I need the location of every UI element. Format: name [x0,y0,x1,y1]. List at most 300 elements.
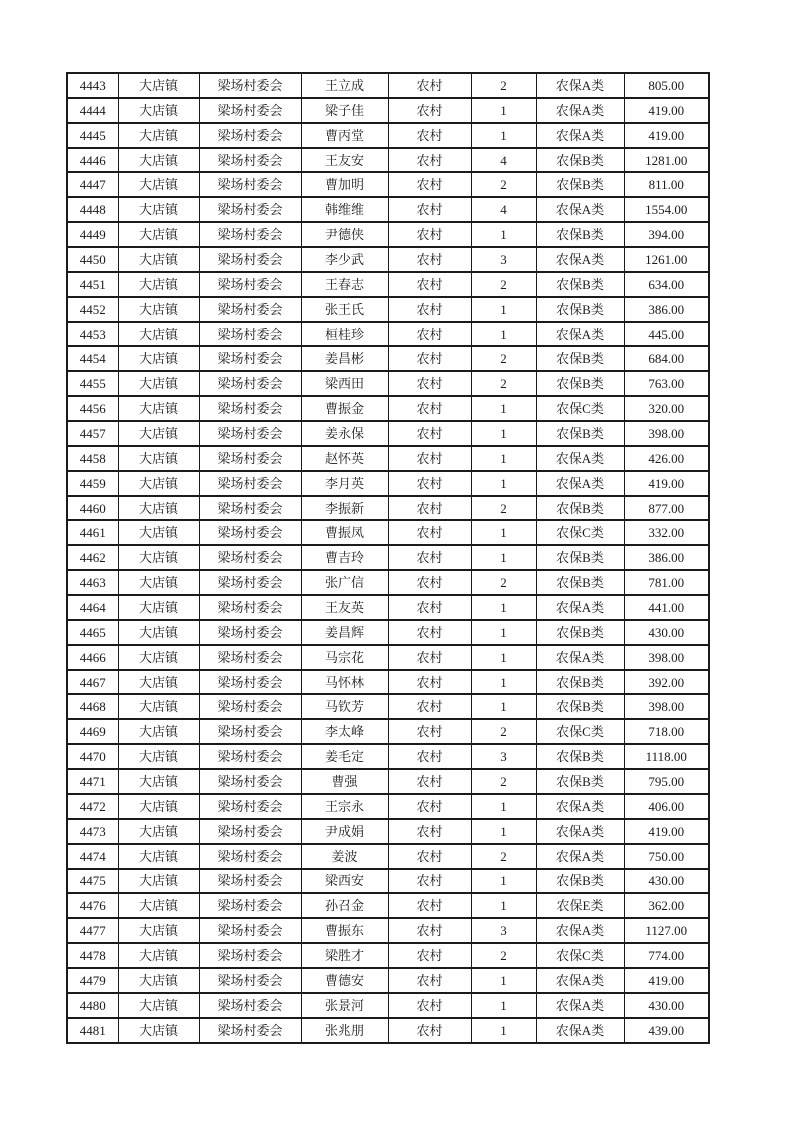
cell-village-committee: 梁场村委会 [199,247,301,272]
table-row [67,794,709,819]
cell-insurance-type: 农保B类 [536,297,624,322]
cell-insurance-type: 农保B类 [536,148,624,173]
cell-serial-number: 4453 [67,322,118,347]
cell-village-committee: 梁场村委会 [199,98,301,123]
cell-person-name: 马钦芳 [301,694,388,719]
table-row [67,943,709,968]
cell-serial-number: 4480 [67,993,118,1018]
cell-insurance-type: 农保B类 [536,272,624,297]
cell-village-committee: 梁场村委会 [199,421,301,446]
cell-village-committee: 梁场村委会 [199,1018,301,1043]
cell-town: 大店镇 [118,197,199,222]
cell-residence-category: 农村 [388,869,471,894]
table-row [67,471,709,496]
cell-serial-number: 4468 [67,694,118,719]
cell-village-committee: 梁场村委会 [199,769,301,794]
table-row [67,993,709,1018]
cell-insurance-type: 农保E类 [536,893,624,918]
cell-person-count: 1 [471,421,536,446]
cell-insurance-type: 农保A类 [536,322,624,347]
cell-serial-number: 4463 [67,570,118,595]
cell-town: 大店镇 [118,694,199,719]
cell-person-count: 2 [471,73,536,98]
cell-insurance-type: 农保A类 [536,645,624,670]
cell-town: 大店镇 [118,719,199,744]
cell-town: 大店镇 [118,1018,199,1043]
cell-amount: 419.00 [624,819,709,844]
cell-person-name: 张兆朋 [301,1018,388,1043]
cell-person-name: 姜昌彬 [301,346,388,371]
cell-insurance-type: 农保C类 [536,719,624,744]
cell-insurance-type: 农保C类 [536,396,624,421]
cell-person-name: 张景河 [301,993,388,1018]
cell-insurance-type: 农保B类 [536,421,624,446]
cell-serial-number: 4444 [67,98,118,123]
cell-village-committee: 梁场村委会 [199,943,301,968]
table-row [67,322,709,347]
cell-village-committee: 梁场村委会 [199,620,301,645]
cell-village-committee: 梁场村委会 [199,893,301,918]
cell-town: 大店镇 [118,520,199,545]
cell-amount: 718.00 [624,719,709,744]
cell-residence-category: 农村 [388,322,471,347]
cell-amount: 877.00 [624,496,709,521]
cell-town: 大店镇 [118,222,199,247]
table-row [67,645,709,670]
cell-town: 大店镇 [118,322,199,347]
cell-village-committee: 梁场村委会 [199,993,301,1018]
cell-serial-number: 4451 [67,272,118,297]
cell-person-name: 姜永保 [301,421,388,446]
cell-serial-number: 4464 [67,595,118,620]
cell-town: 大店镇 [118,670,199,695]
cell-person-count: 1 [471,794,536,819]
cell-person-count: 1 [471,545,536,570]
cell-serial-number: 4458 [67,446,118,471]
table-body [67,73,709,1043]
cell-serial-number: 4446 [67,148,118,173]
cell-village-committee: 梁场村委会 [199,670,301,695]
cell-town: 大店镇 [118,421,199,446]
cell-person-name: 姜毛定 [301,744,388,769]
cell-amount: 441.00 [624,595,709,620]
cell-residence-category: 农村 [388,98,471,123]
cell-insurance-type: 农保A类 [536,595,624,620]
cell-town: 大店镇 [118,496,199,521]
cell-person-count: 2 [471,719,536,744]
cell-person-count: 1 [471,620,536,645]
cell-insurance-type: 农保B类 [536,172,624,197]
cell-person-count: 1 [471,396,536,421]
cell-residence-category: 农村 [388,73,471,98]
cell-residence-category: 农村 [388,620,471,645]
cell-amount: 362.00 [624,893,709,918]
cell-serial-number: 4465 [67,620,118,645]
cell-village-committee: 梁场村委会 [199,73,301,98]
table-row [67,869,709,894]
table-row [67,670,709,695]
cell-person-count: 1 [471,1018,536,1043]
cell-person-count: 1 [471,645,536,670]
cell-amount: 795.00 [624,769,709,794]
cell-amount: 811.00 [624,172,709,197]
cell-village-committee: 梁场村委会 [199,346,301,371]
cell-person-count: 1 [471,297,536,322]
table-row [67,123,709,148]
cell-amount: 1281.00 [624,148,709,173]
table-row [67,247,709,272]
cell-village-committee: 梁场村委会 [199,172,301,197]
table-row [67,893,709,918]
cell-village-committee: 梁场村委会 [199,496,301,521]
cell-person-name: 赵怀英 [301,446,388,471]
cell-serial-number: 4470 [67,744,118,769]
cell-person-name: 张广信 [301,570,388,595]
cell-insurance-type: 农保B类 [536,869,624,894]
cell-amount: 1261.00 [624,247,709,272]
cell-residence-category: 农村 [388,719,471,744]
cell-person-name: 桓桂珍 [301,322,388,347]
table-row [67,620,709,645]
cell-person-count: 1 [471,670,536,695]
cell-serial-number: 4477 [67,918,118,943]
cell-amount: 430.00 [624,620,709,645]
cell-person-name: 马宗花 [301,645,388,670]
cell-town: 大店镇 [118,943,199,968]
cell-town: 大店镇 [118,123,199,148]
cell-residence-category: 农村 [388,694,471,719]
cell-village-committee: 梁场村委会 [199,819,301,844]
cell-serial-number: 4466 [67,645,118,670]
cell-insurance-type: 农保B类 [536,222,624,247]
cell-amount: 430.00 [624,869,709,894]
cell-residence-category: 农村 [388,595,471,620]
cell-serial-number: 4445 [67,123,118,148]
cell-town: 大店镇 [118,869,199,894]
cell-insurance-type: 农保A类 [536,471,624,496]
cell-insurance-type: 农保A类 [536,993,624,1018]
cell-amount: 398.00 [624,421,709,446]
cell-village-committee: 梁场村委会 [199,123,301,148]
cell-insurance-type: 农保A类 [536,844,624,869]
table-row [67,297,709,322]
cell-insurance-type: 农保A类 [536,918,624,943]
cell-serial-number: 4473 [67,819,118,844]
cell-person-name: 姜昌辉 [301,620,388,645]
table-row [67,371,709,396]
cell-town: 大店镇 [118,993,199,1018]
cell-amount: 406.00 [624,794,709,819]
table-row [67,819,709,844]
cell-serial-number: 4476 [67,893,118,918]
cell-town: 大店镇 [118,545,199,570]
table-row [67,520,709,545]
cell-town: 大店镇 [118,819,199,844]
cell-town: 大店镇 [118,297,199,322]
cell-residence-category: 农村 [388,520,471,545]
cell-village-committee: 梁场村委会 [199,968,301,993]
cell-residence-category: 农村 [388,222,471,247]
cell-insurance-type: 农保A类 [536,819,624,844]
table-row [67,272,709,297]
cell-village-committee: 梁场村委会 [199,918,301,943]
cell-person-name: 王立成 [301,73,388,98]
cell-town: 大店镇 [118,620,199,645]
cell-insurance-type: 农保B类 [536,570,624,595]
cell-town: 大店镇 [118,645,199,670]
cell-amount: 426.00 [624,446,709,471]
cell-person-name: 梁胜才 [301,943,388,968]
table-row [67,844,709,869]
cell-person-name: 王宗永 [301,794,388,819]
cell-person-name: 李振新 [301,496,388,521]
cell-residence-category: 农村 [388,570,471,595]
cell-person-count: 2 [471,496,536,521]
table-row [67,148,709,173]
cell-residence-category: 农村 [388,421,471,446]
table-row [67,769,709,794]
cell-amount: 398.00 [624,645,709,670]
cell-town: 大店镇 [118,918,199,943]
cell-person-count: 1 [471,322,536,347]
cell-village-committee: 梁场村委会 [199,869,301,894]
cell-person-count: 1 [471,446,536,471]
cell-amount: 386.00 [624,545,709,570]
cell-person-name: 曹振金 [301,396,388,421]
cell-person-count: 1 [471,993,536,1018]
cell-village-committee: 梁场村委会 [199,272,301,297]
cell-amount: 430.00 [624,993,709,1018]
cell-serial-number: 4457 [67,421,118,446]
cell-amount: 419.00 [624,968,709,993]
cell-village-committee: 梁场村委会 [199,520,301,545]
cell-town: 大店镇 [118,396,199,421]
cell-residence-category: 农村 [388,943,471,968]
cell-residence-category: 农村 [388,1018,471,1043]
cell-person-count: 1 [471,819,536,844]
cell-town: 大店镇 [118,595,199,620]
cell-residence-category: 农村 [388,670,471,695]
cell-person-name: 梁子佳 [301,98,388,123]
cell-residence-category: 农村 [388,968,471,993]
cell-residence-category: 农村 [388,645,471,670]
cell-residence-category: 农村 [388,545,471,570]
cell-amount: 394.00 [624,222,709,247]
cell-person-count: 2 [471,844,536,869]
cell-insurance-type: 农保B类 [536,371,624,396]
table-row [67,172,709,197]
cell-residence-category: 农村 [388,123,471,148]
table-row [67,98,709,123]
cell-person-count: 1 [471,222,536,247]
cell-person-name: 王春志 [301,272,388,297]
cell-serial-number: 4449 [67,222,118,247]
cell-serial-number: 4456 [67,396,118,421]
cell-amount: 634.00 [624,272,709,297]
cell-village-committee: 梁场村委会 [199,719,301,744]
table-row [67,570,709,595]
cell-person-name: 马怀林 [301,670,388,695]
cell-person-count: 2 [471,769,536,794]
cell-insurance-type: 农保A类 [536,98,624,123]
cell-residence-category: 农村 [388,993,471,1018]
cell-residence-category: 农村 [388,496,471,521]
cell-residence-category: 农村 [388,446,471,471]
cell-serial-number: 4447 [67,172,118,197]
cell-village-committee: 梁场村委会 [199,794,301,819]
table-row [67,744,709,769]
cell-insurance-type: 农保C类 [536,943,624,968]
table-row [67,222,709,247]
cell-residence-category: 农村 [388,172,471,197]
table-row [67,396,709,421]
cell-serial-number: 4472 [67,794,118,819]
cell-person-count: 2 [471,272,536,297]
cell-amount: 805.00 [624,73,709,98]
cell-serial-number: 4455 [67,371,118,396]
cell-person-name: 梁西安 [301,869,388,894]
cell-amount: 763.00 [624,371,709,396]
cell-person-name: 李少武 [301,247,388,272]
cell-village-committee: 梁场村委会 [199,694,301,719]
cell-village-committee: 梁场村委会 [199,645,301,670]
cell-village-committee: 梁场村委会 [199,197,301,222]
cell-person-count: 1 [471,471,536,496]
cell-insurance-type: 农保B类 [536,744,624,769]
cell-village-committee: 梁场村委会 [199,322,301,347]
cell-person-name: 曹加明 [301,172,388,197]
cell-amount: 332.00 [624,520,709,545]
cell-person-name: 曹振凤 [301,520,388,545]
table-row [67,446,709,471]
cell-serial-number: 4459 [67,471,118,496]
cell-amount: 684.00 [624,346,709,371]
cell-residence-category: 农村 [388,918,471,943]
table-row [67,918,709,943]
cell-insurance-type: 农保B类 [536,346,624,371]
cell-town: 大店镇 [118,446,199,471]
table-row [67,197,709,222]
pension-records-table [66,72,710,1044]
cell-serial-number: 4452 [67,297,118,322]
cell-amount: 1127.00 [624,918,709,943]
cell-residence-category: 农村 [388,794,471,819]
cell-serial-number: 4450 [67,247,118,272]
cell-insurance-type: 农保A类 [536,73,624,98]
cell-person-name: 曹丙堂 [301,123,388,148]
cell-residence-category: 农村 [388,844,471,869]
cell-person-name: 曹德安 [301,968,388,993]
cell-person-count: 2 [471,570,536,595]
cell-residence-category: 农村 [388,197,471,222]
cell-person-name: 尹成娟 [301,819,388,844]
cell-town: 大店镇 [118,272,199,297]
cell-residence-category: 农村 [388,371,471,396]
cell-residence-category: 农村 [388,396,471,421]
cell-person-name: 尹德侠 [301,222,388,247]
cell-person-name: 李太峰 [301,719,388,744]
cell-town: 大店镇 [118,744,199,769]
cell-insurance-type: 农保A类 [536,794,624,819]
cell-person-name: 李月英 [301,471,388,496]
table-row [67,1018,709,1043]
cell-town: 大店镇 [118,471,199,496]
cell-insurance-type: 农保A类 [536,446,624,471]
cell-residence-category: 农村 [388,769,471,794]
cell-person-name: 姜波 [301,844,388,869]
cell-serial-number: 4475 [67,869,118,894]
cell-insurance-type: 农保A类 [536,968,624,993]
cell-insurance-type: 农保C类 [536,520,624,545]
cell-insurance-type: 农保A类 [536,247,624,272]
cell-person-name: 王友英 [301,595,388,620]
cell-town: 大店镇 [118,346,199,371]
cell-person-name: 梁西田 [301,371,388,396]
cell-town: 大店镇 [118,371,199,396]
cell-person-count: 1 [471,98,536,123]
cell-person-count: 4 [471,148,536,173]
cell-village-committee: 梁场村委会 [199,844,301,869]
cell-town: 大店镇 [118,968,199,993]
cell-town: 大店镇 [118,73,199,98]
cell-residence-category: 农村 [388,297,471,322]
cell-serial-number: 4461 [67,520,118,545]
table-row [67,719,709,744]
cell-amount: 1554.00 [624,197,709,222]
cell-serial-number: 4448 [67,197,118,222]
cell-amount: 398.00 [624,694,709,719]
cell-town: 大店镇 [118,769,199,794]
cell-town: 大店镇 [118,172,199,197]
cell-person-count: 1 [471,123,536,148]
cell-village-committee: 梁场村委会 [199,570,301,595]
cell-residence-category: 农村 [388,148,471,173]
cell-village-committee: 梁场村委会 [199,471,301,496]
cell-town: 大店镇 [118,570,199,595]
cell-person-name: 曹振东 [301,918,388,943]
cell-person-count: 2 [471,371,536,396]
cell-person-name: 王友安 [301,148,388,173]
cell-person-count: 1 [471,893,536,918]
cell-serial-number: 4460 [67,496,118,521]
cell-person-count: 1 [471,968,536,993]
cell-residence-category: 农村 [388,346,471,371]
cell-insurance-type: 农保B类 [536,694,624,719]
cell-town: 大店镇 [118,844,199,869]
cell-serial-number: 4474 [67,844,118,869]
cell-insurance-type: 农保A类 [536,123,624,148]
cell-village-committee: 梁场村委会 [199,148,301,173]
cell-residence-category: 农村 [388,471,471,496]
cell-town: 大店镇 [118,794,199,819]
cell-person-name: 孙召金 [301,893,388,918]
cell-insurance-type: 农保B类 [536,496,624,521]
cell-insurance-type: 农保A类 [536,1018,624,1043]
cell-person-count: 1 [471,869,536,894]
cell-person-count: 4 [471,197,536,222]
cell-insurance-type: 农保B类 [536,670,624,695]
cell-serial-number: 4443 [67,73,118,98]
cell-amount: 445.00 [624,322,709,347]
cell-amount: 386.00 [624,297,709,322]
cell-amount: 1118.00 [624,744,709,769]
cell-amount: 392.00 [624,670,709,695]
cell-serial-number: 4467 [67,670,118,695]
cell-person-count: 3 [471,744,536,769]
table-row [67,73,709,98]
cell-town: 大店镇 [118,148,199,173]
cell-residence-category: 农村 [388,819,471,844]
